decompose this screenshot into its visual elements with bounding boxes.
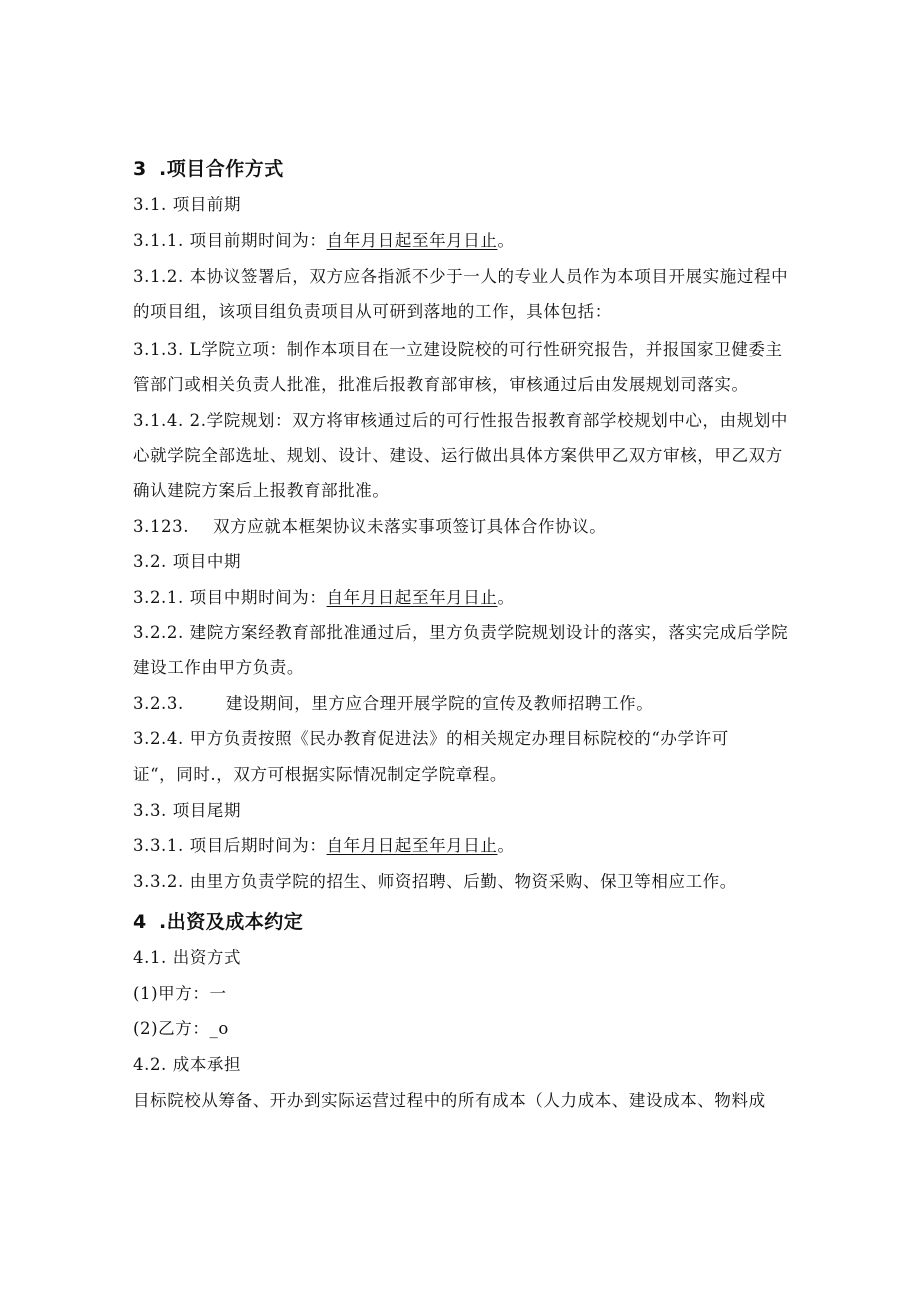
clause-3-1-2-line1: 3.1.2. 本协议签署后，双方应各指派不少于一人的专业人员作为本项目开展实施过程中 [133, 267, 789, 286]
clause-3-3-1 [133, 836, 515, 856]
section-4-title: .出资及成本约定 [159, 911, 304, 933]
clause-3-2: 3.2. 项目中期 [133, 552, 242, 571]
section-3-heading [133, 157, 284, 181]
clause-3-3-1-date-blank: 自年月日起至年月日止 [326, 836, 498, 855]
clause-3-1-3-line1: 3.1.3. L学院立项：制作本项目在一立建设院校的可行性研究报告，并报国家卫健委主 [133, 340, 783, 359]
clause-3-2-3 [133, 694, 653, 714]
clause-3-1-4-line1: 3.1.4. 2.学院规划：双方将审核通过后的可行性报告报教育部学校规划中心，由规划中 [133, 411, 789, 430]
clause-3-1-4-line2: 心就学院全部选址、规划、设计、建设、运行做出具体方案供甲乙双方审核，甲乙双方 [133, 446, 783, 465]
clause-3-2-3-text: 建设期间，里方应合理开展学院的宣传及教师招聘工作。 [225, 694, 654, 713]
clause-3-1-1-date-blank: 自年月日起至年月日止 [326, 231, 498, 250]
clause-3-2-3-number: 3.2.3. [133, 694, 184, 713]
section-3-title: .项目合作方式 [159, 158, 284, 180]
clause-3-2-1 [133, 588, 515, 608]
funding-item-2: (2)乙方：_o [133, 1019, 229, 1038]
clause-3-2-1-suffix: 。 [497, 588, 515, 607]
clause-3-3-1-suffix: 。 [497, 836, 515, 855]
section-3-number: 3 [133, 158, 147, 180]
clause-3-2-1-date-blank: 自年月日起至年月日止 [326, 588, 498, 607]
clause-3-1-1-suffix: 。 [497, 231, 515, 250]
clause-3-1-23-number: 3.123. [133, 517, 190, 536]
clause-3-1-1-prefix: 3.1.1. 项目前期时间为： [133, 231, 327, 250]
clause-4-1: 4.1. 出资方式 [133, 948, 242, 967]
clause-3-1-3-line2: 管部门或相关负责人批准，批准后报教育部审核，审核通过后由发展规划司落实。 [133, 375, 749, 394]
clause-3-2-4-line2: 证“，同时.，双方可根据实际情况制定学院章程。 [133, 765, 507, 784]
clause-3-1-1 [133, 231, 515, 251]
funding-item-1: (1)甲方：一 [133, 984, 227, 1003]
clause-3-3: 3.3. 项目尾期 [133, 801, 242, 820]
clause-3-2-2-line2: 建设工作由甲方负责。 [133, 658, 304, 677]
clause-3-1-23-text: 双方应就本框架协议未落实事项签订具体合作协议。 [213, 517, 607, 536]
clause-3-3-2: 3.3.2. 由里方负责学院的招生、师资招聘、后勤、物资采购、保卫等相应工作。 [133, 872, 737, 891]
clause-3-1: 3.1. 项目前期 [133, 195, 242, 214]
clause-3-1-2-line2: 的项目组，该项目组负责项目从可研到落地的工作，具体包括： [133, 302, 612, 321]
section-4-number: 4 [133, 911, 147, 933]
clause-3-2-1-prefix: 3.2.1. 项目中期时间为： [133, 588, 327, 607]
clause-3-1-23 [133, 517, 606, 537]
clause-3-1-4-line3: 确认建院方案后上报教育部批准。 [133, 481, 390, 500]
clause-3-2-4-line1: 3.2.4. 甲方负责按照《民办教育促进法》的相关规定办理目标院校的“办学许可 [133, 729, 729, 748]
clause-3-2-2-line1: 3.2.2. 建院方案经教育部批准通过后，里方负责学院规划设计的落实，落实完成后学院 [133, 623, 789, 642]
clause-4-2: 4.2. 成本承担 [133, 1055, 242, 1074]
section-4-heading [133, 910, 303, 934]
cost-paragraph: 目标院校从筹备、开办到实际运营过程中的所有成本（人力成本、建设成本、物料成 [133, 1091, 766, 1110]
clause-3-3-1-prefix: 3.3.1. 项目后期时间为： [133, 836, 327, 855]
